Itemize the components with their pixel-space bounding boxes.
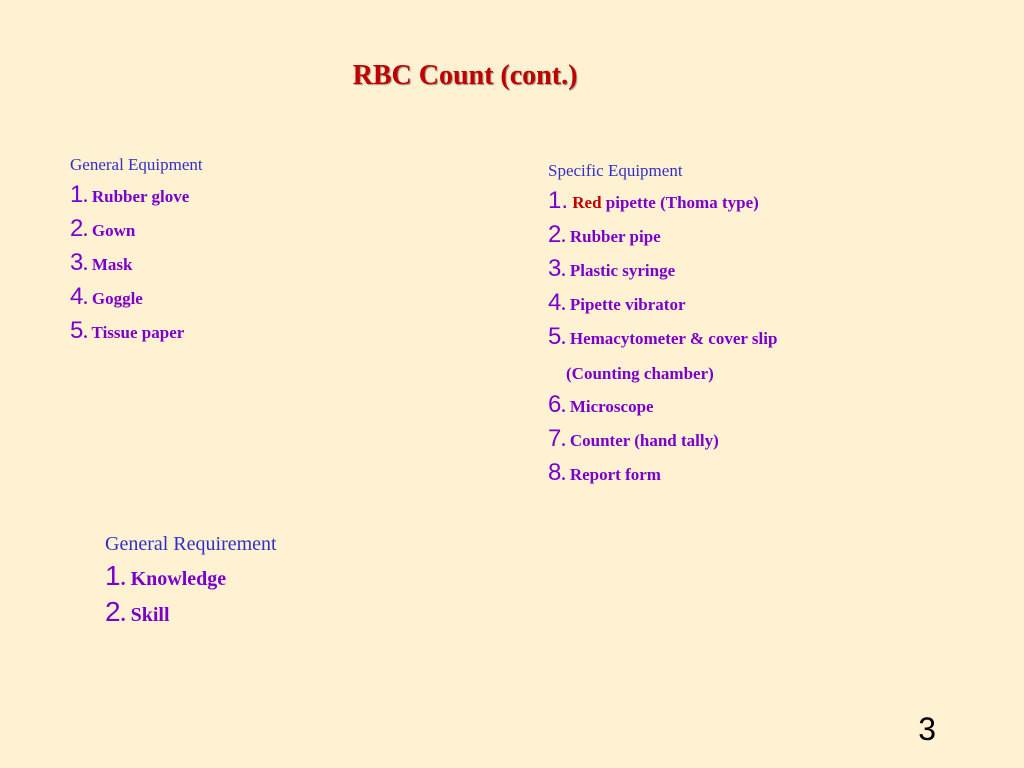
- list-item: [70, 249, 203, 277]
- list-item: [548, 187, 777, 215]
- item-number: 5: [70, 317, 84, 344]
- list-item: [548, 221, 777, 249]
- item-number: 8: [548, 459, 562, 486]
- general-requirement-list: [105, 533, 277, 628]
- item-text: . Tissue paper: [83, 323, 185, 342]
- item-number: 5: [548, 323, 562, 350]
- list-item: [70, 317, 203, 345]
- highlight-word: Red: [572, 193, 602, 212]
- general-requirement-heading: General Requirement: [105, 533, 277, 555]
- item-number: 3: [70, 249, 84, 276]
- item-number: 6: [548, 391, 562, 418]
- list-item: [548, 425, 777, 453]
- item-text: . Rubber glove: [83, 187, 190, 206]
- item-text: . Knowledge: [120, 568, 227, 590]
- item-text: . Hemacytometer & cover slip: [561, 329, 778, 348]
- item-number: 3: [548, 255, 562, 282]
- item-number: 1: [105, 560, 121, 591]
- list-item: [105, 596, 277, 628]
- item-text: . Plastic syringe: [561, 261, 676, 280]
- general-equipment-list: [70, 155, 203, 345]
- list-item: [548, 255, 777, 283]
- item-number: 2: [70, 215, 84, 242]
- item-text: . Rubber pipe: [561, 227, 661, 246]
- list-item: [105, 560, 277, 592]
- list-item: [70, 283, 203, 311]
- list-item: [548, 391, 777, 419]
- item-text: . Pipette vibrator: [561, 295, 686, 314]
- list-item: [548, 289, 777, 317]
- specific-equipment-list: [548, 161, 777, 487]
- item-text: . Gown: [83, 221, 136, 240]
- list-item: [70, 215, 203, 243]
- item-number: 2: [548, 221, 562, 248]
- item-text: . Report form: [561, 465, 661, 484]
- item-number: 4: [70, 283, 84, 310]
- list-item: [548, 459, 777, 487]
- item-number: 7: [548, 425, 562, 452]
- item-text: . Mask: [83, 255, 133, 274]
- list-item: [548, 323, 777, 351]
- list-item: [70, 181, 203, 209]
- page-number: 3: [918, 711, 936, 747]
- item-text: . Counter (hand tally): [561, 431, 719, 450]
- slide-title: RBC Count (cont.): [352, 60, 578, 91]
- specific-equipment-heading: Specific Equipment: [548, 161, 683, 180]
- item-text: . Goggle: [83, 289, 143, 308]
- item-number: 2: [105, 596, 121, 627]
- list-item-continuation: (Counting chamber): [566, 364, 714, 383]
- item-number: 1.: [548, 187, 569, 214]
- item-number: 1: [70, 181, 84, 208]
- item-text: . Microscope: [561, 397, 654, 416]
- item-text: pipette (Thoma type): [601, 193, 759, 212]
- item-text: . Skill: [120, 604, 170, 626]
- item-number: 4: [548, 289, 562, 316]
- general-equipment-heading: General Equipment: [70, 155, 203, 174]
